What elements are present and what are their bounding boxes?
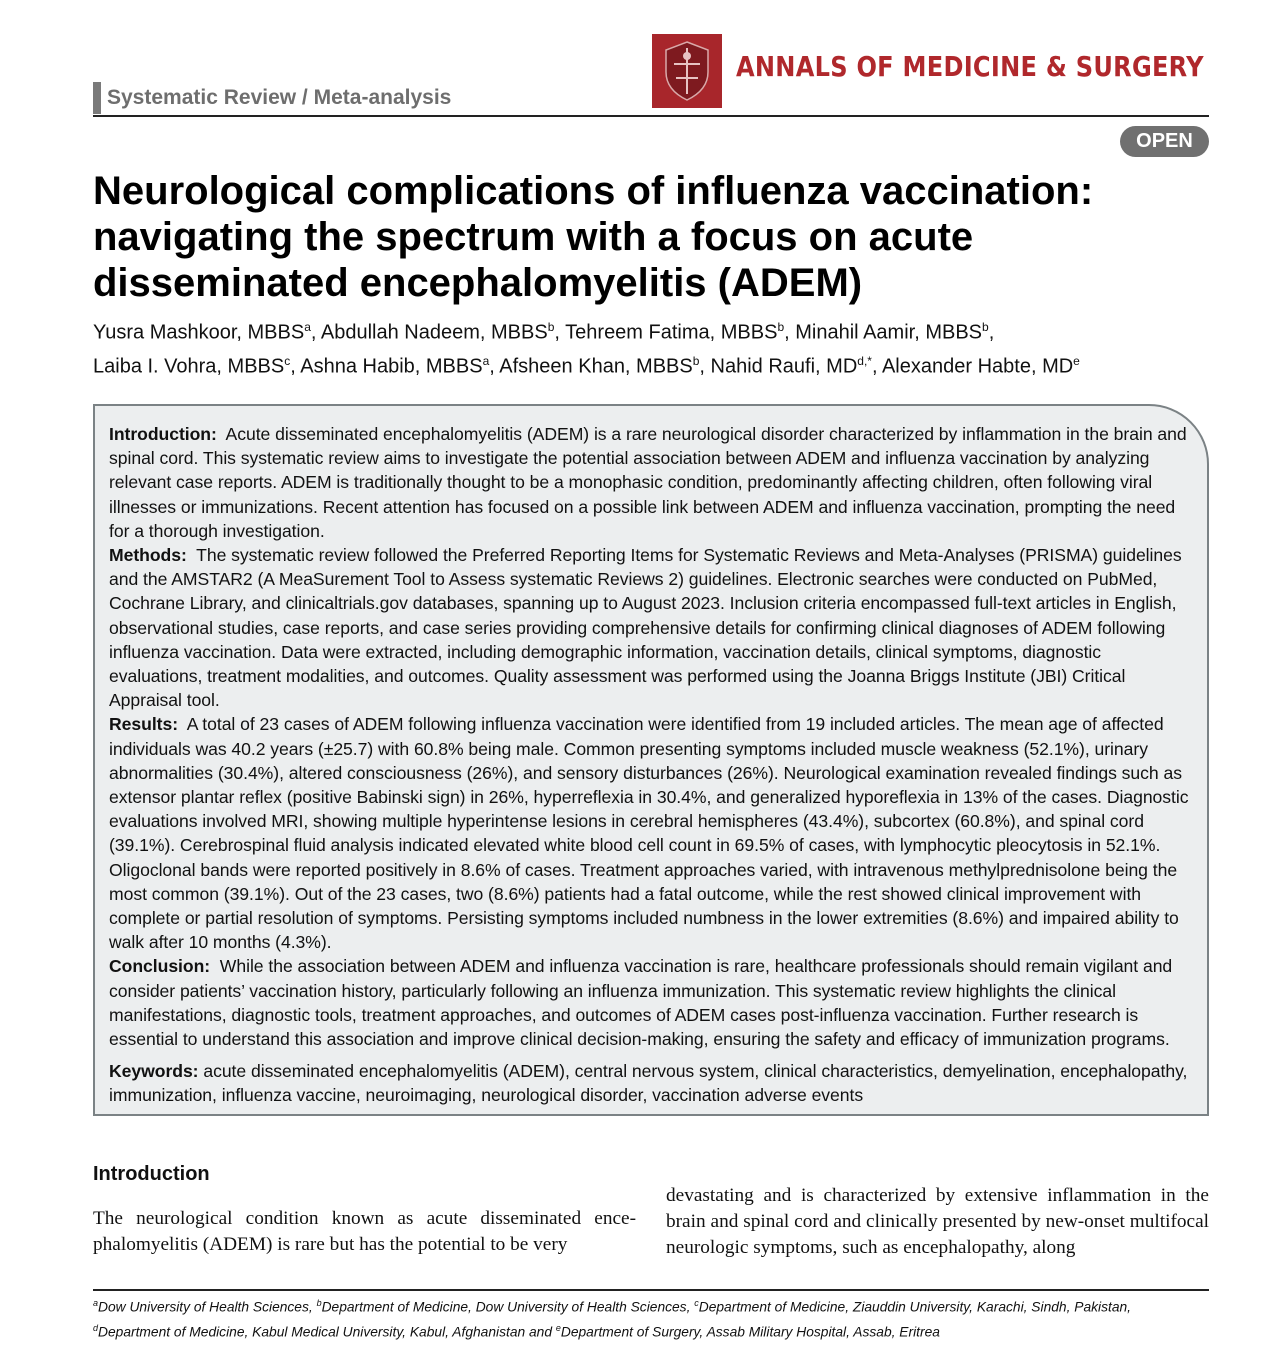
section-label: Systematic Review / Meta-analysis (93, 82, 451, 114)
affiliation-text: Department of Surgery, Assab Military Hospital, Assab, Eritrea (560, 1324, 940, 1340)
footnote-rule (93, 1289, 1209, 1291)
author-affiliation-mark: e (1073, 353, 1080, 368)
author-affiliation-mark: d,* (857, 353, 872, 368)
author-affiliation-mark: b (777, 320, 785, 334)
abstract-keywords (109, 1059, 1195, 1107)
abstract-results-text: A total of 23 cases of ADEM following influenza vaccination were identified from 19 included articles. The mean age of affected individuals was 40.2 years (±25.7) with 60.8% being male. Common presenting symptoms included muscle weakness (52.1%), urinary abnormalities (30.4%), altered consciousness (26%), and sensory disturbances (26%). Neurological examination revealed findings such as extensor plantar reflex (positive Babinski sign) in 26%, hyperreflexia in 30.4%, and generalized hyporeflexia in 13% of the cases. Diagnostic evaluations involved MRI, showing multiple hyperintense lesions in cerebral hemispheres (43.4%), subcortex (60.8%), and spinal cord (39.1%). Cerebrospinal fluid analysis indicated elevated white blood cell count in 69.5% of cases, with lymphocytic pleocytosis in 52.1%. Oligoclonal bands were reported positively in 8.6% of cases. Treatment approaches varied, with intravenous methylprednisolone being the most common (39.1%). Out of the 23 cases, two (8.6%) patients had a fatal outcome, while the rest showed clinical improvement with complete or partial resolution of symptoms. Persisting symptoms included numbness in the lower extremities (8.6%) and impaired ability to walk after 10 months (4.3%). (109, 714, 1189, 953)
affiliation-mark: e (555, 1322, 561, 1333)
author-name: Afsheen Khan, MBBS (499, 355, 693, 378)
author-affiliation-mark: b (547, 320, 555, 334)
introduction-heading: Introduction (93, 1163, 210, 1185)
affiliation-mark: c (694, 1298, 699, 1308)
abstract-introduction (109, 422, 1195, 543)
abstract-conclusion-text: While the association between ADEM and influenza vaccination is rare, healthcare professionals should remain vigilant and consider patients’ vaccination history, particularly following an influenza immunization. This systematic review highlights the clinical manifestations, diagnostic tools, treatment approaches, and outcomes of ADEM cases post-influenza vaccination. Further research is essential to understand this association and improve clinical decision-making, ensuring the safety and efficacy of immunization programs. (109, 956, 1173, 1050)
affiliation-text: Department of Medicine, Kabul Medical University, Kabul, Afghanistan and (98, 1324, 556, 1340)
abstract-box (93, 404, 1209, 1116)
open-access-badge: OPEN (1120, 126, 1209, 157)
author-name: Abdullah Nadeem, MBBS (320, 321, 548, 344)
article-title: Neurological complications of influenza vaccination: navigating the spectrum with a focus on acute disseminated encephalomyelitis (ADEM) (93, 169, 1094, 305)
author-name: Ashna Habib, MBBS (300, 355, 483, 378)
abstract-results-label: Results: (109, 714, 179, 735)
abstract-introduction-text: Acute disseminated encephalomyelitis (ADEM) is a rare neurological disorder characterized by inflammation in the brain and spinal cord. This systematic review aims to investigate the potential association between ADEM and influenza vaccination by analyzing relevant case reports. ADEM is traditionally thought to be a monophasic condition, predominantly affecting children, often following viral illnesses or immunizations. Recent attention has focused on a possible link between ADEM and influenza vaccination, prompting the need for a thorough investigation. (109, 424, 1187, 541)
abstract-methods (109, 543, 1195, 712)
affiliation-mark: b (316, 1298, 322, 1308)
abstract-methods-text: The systematic review followed the Preferred Reporting Items for Systematic Reviews and Meta-Analyses (PRISMA) guidelines and the AMSTAR2 (A MeaSurement Tool to Assess systematic Reviews 2) guidelines. Electronic searches were conducted on PubMed, Cochrane Library, and clinicaltrials.gov databases, spanning up to August 2023. Inclusion criteria encompassed full-text articles in English, observational studies, case reports, and case series providing comprehensive details for confirming clinical diagnoses of ADEM following influenza vaccination. Data were extracted, including demographic information, vaccination details, clinical symptoms, diagnostic evaluations, treatment modalities, and outcomes. Quality assessment was performed using the Joanna Briggs Institute (JBI) Critical Appraisal tool. (109, 545, 1182, 711)
body-right-column: devastating and is characterized by extensive inflammation in the brain and spinal cord and clinically presented by new-onset multifocal neurologic symptoms, such as encephalopathy, along (666, 1185, 1209, 1258)
author-name: Yusra Mashkoor, MBBS (93, 321, 305, 344)
affiliation-text: Dow University of Health Sciences, (98, 1299, 317, 1315)
affiliation-mark: d (93, 1322, 99, 1333)
keywords-text: acute disseminated encephalomyelitis (ADEM), central nervous system, clinical characteristics, demyelination, encephalopathy, immunization, influenza vaccine, neuroimaging, neurological disorder, vaccination adverse events (109, 1061, 1188, 1106)
author-name: Laiba I. Vohra, MBBS (93, 355, 285, 378)
affiliation-mark: a (93, 1298, 99, 1308)
author-affiliation-mark: b (982, 320, 989, 334)
affiliations (93, 1293, 1223, 1342)
author-affiliation-mark: a (482, 353, 490, 368)
abstract-results (109, 712, 1195, 954)
author-list: Yusra Mashkoor, MBBS$^a$, Abdullah Nadeem, MBBS$^b$, Tehreem Fatima, MBBS$^b$, Minahil Aamir, MBBS$^b$, Laiba I. Vohra, MBBS$^c$, Ashna Habib, MBBS$^a$, Afsheen Khan, MBBS$^b$, Nahid Raufi, $MD^{d,*}$, Alexander Habte, MDe (93, 320, 1080, 378)
abstract-methods-label: Methods: (109, 545, 187, 566)
affiliation-text: Department of Medicine, Dow University of Health Sciences, (321, 1299, 695, 1315)
abstract-introduction-label: Introduction: (109, 424, 217, 444)
author-name: Minahil Aamir, MBBS (795, 321, 982, 344)
affiliation-text: Department of Medicine, Ziauddin University, Karachi, Sindh, Pakistan, (698, 1299, 1132, 1315)
author-affiliation-mark: c (284, 353, 291, 368)
author-affiliation-mark: a (304, 320, 311, 334)
author-affiliation-mark: b (692, 353, 700, 368)
keywords-label: Keywords: (109, 1061, 199, 1082)
journal-name: ANNALS OF MEDICINE & SURGERY (736, 50, 1204, 83)
body-left-column: The neurological condition known as acute disseminated ence-phalomyelitis (ADEM) is rare but has the potential to be very (93, 1208, 636, 1255)
journal-crest-logo (652, 34, 722, 108)
header-rule (93, 115, 1209, 117)
author-name: Tehreem Fatima, MBBS (565, 321, 778, 344)
abstract-conclusion (109, 954, 1195, 1051)
author-name: Alexander Habte, MD (881, 355, 1074, 378)
author-name: Nahid Raufi, MD (710, 355, 858, 378)
abstract-conclusion-label: Conclusion: (109, 956, 211, 977)
